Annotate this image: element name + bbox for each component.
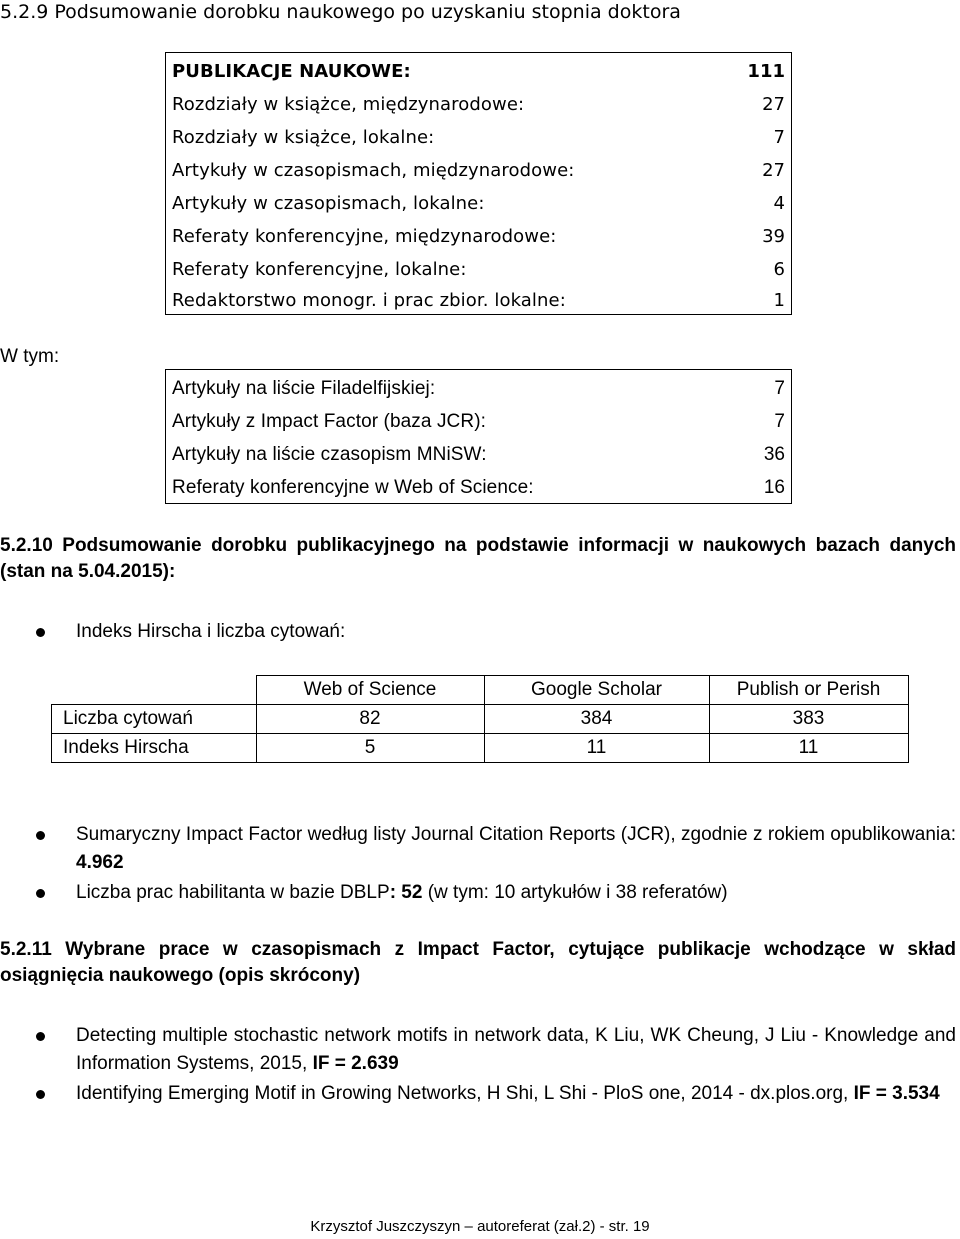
section-title-5-2-10: 5.2.10 Podsumowanie dorobku publikacyjnego na podstawie informacji w naukowych bazach danych (stan na 5.04.2015): (0, 535, 956, 582)
w-tym-label: W tym: (0, 346, 60, 367)
page-footer: Krzysztof Juszczyszyn – autoreferat (zał.2) - str. 19 (310, 1218, 650, 1235)
row-value: 6 (773, 259, 785, 280)
table-row (166, 284, 791, 317)
table-row (166, 405, 791, 438)
citing-paper-text: Identifying Emerging Motif in Growing Networks, H Shi, L Shi - PloS one, 2014 - dx.plos.org, (76, 1083, 854, 1104)
table-row (166, 372, 791, 405)
table-row (166, 253, 791, 286)
row-label: Artykuły z Impact Factor (baza JCR): (172, 411, 487, 432)
impact-factor-value: 4.962 (76, 852, 124, 873)
table-cell: 11 (709, 734, 908, 763)
publications-header-value: 111 (747, 61, 785, 82)
table-cell: 5 (256, 734, 484, 763)
table-row (52, 734, 909, 763)
row-value: 27 (762, 94, 785, 115)
row-value: 7 (774, 378, 785, 399)
bullet-index-hirscha: Indeks Hirscha i liczba cytowań: (76, 621, 346, 642)
row-value: 27 (762, 160, 785, 181)
table-row (166, 154, 791, 187)
table-row (166, 220, 791, 253)
table-row (166, 471, 791, 504)
row-label: Referaty konferencyjne, międzynarodowe: (172, 226, 557, 247)
row-label: Artykuły na liście Filadelfijskiej: (172, 378, 436, 399)
row-value: 39 (762, 226, 785, 247)
row-label: Rozdziały w książce, międzynarodowe: (172, 94, 525, 115)
table-header-row (52, 676, 909, 705)
column-header: Google Scholar (484, 676, 709, 705)
table-row (166, 438, 791, 471)
citing-paper-if: IF = 3.534 (853, 1083, 940, 1104)
row-label: Rozdziały w książce, lokalne: (172, 127, 435, 148)
citing-paper-item (76, 1080, 956, 1108)
table-cell: 384 (484, 705, 709, 734)
citing-paper-item (76, 1022, 956, 1078)
bullet-icon (36, 1032, 45, 1041)
citing-paper-text: Detecting multiple stochastic network motifs in network data, K Liu, WK Cheung, J Liu - Knowledge and Information Systems, 2015, (76, 1025, 956, 1074)
publications-table (165, 52, 792, 315)
bullet-icon (36, 628, 45, 637)
bullet-dblp (76, 879, 956, 907)
bullet-icon (36, 1090, 45, 1099)
row-label: Indeks Hirscha (52, 734, 257, 763)
row-label: Artykuły w czasopismach, międzynarodowe: (172, 160, 575, 181)
table-row (52, 705, 909, 734)
dblp-rest: (w tym: 10 artykułów i 38 referatów) (422, 882, 728, 903)
section-title-5-2-9: 5.2.9 Podsumowanie dorobku naukowego po uzyskaniu stopnia doktora (0, 1, 681, 23)
row-value: 4 (773, 193, 785, 214)
row-value: 36 (763, 444, 785, 465)
row-label: Referaty konferencyjne w Web of Science: (172, 477, 534, 498)
publications-header-row (166, 55, 791, 88)
row-label: Liczba cytowań (52, 705, 257, 734)
column-header: Web of Science (256, 676, 484, 705)
table-row (166, 187, 791, 220)
publications-header-label: PUBLIKACJE NAUKOWE: (172, 61, 411, 82)
table-cell: 383 (709, 705, 908, 734)
row-label: Redaktorstwo monogr. i prac zbior. lokalne: (172, 290, 566, 311)
row-value: 7 (774, 411, 785, 432)
citation-table (51, 675, 909, 763)
bullet-icon (36, 889, 45, 898)
citing-paper-if: IF = 2.639 (312, 1053, 399, 1074)
column-header: Publish or Perish (709, 676, 908, 705)
table-cell: 82 (256, 705, 484, 734)
table-corner-cell (52, 676, 257, 705)
table-cell: 11 (484, 734, 709, 763)
impact-factor-text: Sumaryczny Impact Factor według listy Journal Citation Reports (JCR), zgodnie z rokiem opublikowania: (76, 824, 956, 845)
row-value: 1 (773, 290, 785, 311)
section-title-5-2-11: 5.2.11 Wybrane prace w czasopismach z Impact Factor, cytujące publikacje wchodzące w skład osiągnięcia naukowego (opis skrócony) (0, 939, 956, 986)
row-value: 7 (773, 127, 785, 148)
row-label: Referaty konferencyjne, lokalne: (172, 259, 467, 280)
dblp-text: Liczba prac habilitanta w bazie DBLP (76, 882, 390, 903)
table-row (166, 88, 791, 121)
dblp-count: : 52 (389, 882, 423, 903)
row-label: Artykuły na liście czasopism MNiSW: (172, 444, 487, 465)
w-tym-table (165, 369, 792, 504)
bullet-impact-factor (76, 821, 956, 877)
bullet-icon (36, 831, 45, 840)
row-value: 16 (763, 477, 785, 498)
table-row (166, 121, 791, 154)
row-label: Artykuły w czasopismach, lokalne: (172, 193, 485, 214)
